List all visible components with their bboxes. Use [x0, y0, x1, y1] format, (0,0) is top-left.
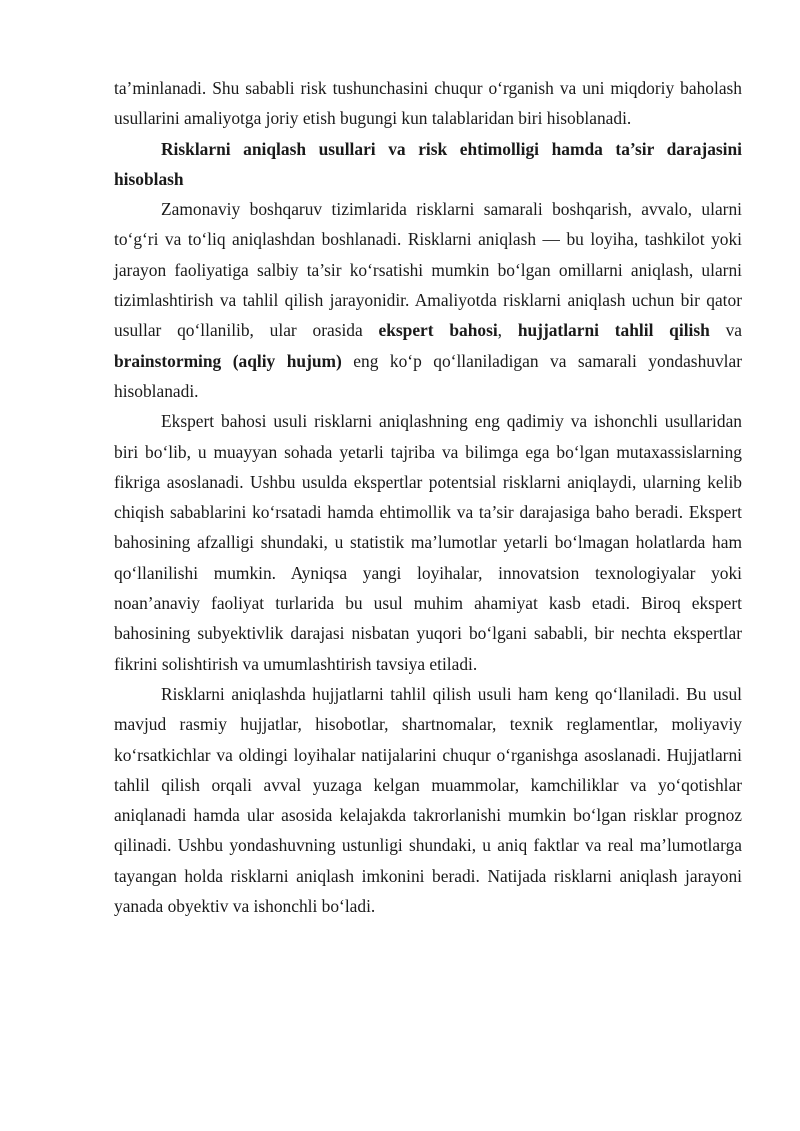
document-page	[114, 73, 742, 921]
paragraph-document-analysis: Risklarni aniqlashda hujjatlarni tahlil qilish usuli ham keng qo‘llaniladi. Bu usul mavjud rasmiy hujjatlar, hisobotlar, shartnomalar, texnik reglamentlar, moliyaviy ko‘rsatkichlar va oldingi loyihalar natijalarini chuqur o‘rganishga asoslanadi. Hujjatlarni tahlil qilish orqali avval yuzaga kelgan muammolar, kamchiliklar va yo‘qotishlar aniqlanadi hamda ular asosida kelajakda takrorlanishi mumkin bo‘lgan risklar prognoz qilinadi. Ushbu yondashuvning ustunligi shundaki, u aniq faktlar va real ma’lumotlarga tayangan holda risklarni aniqlash imkonini beradi. Natijada risklarni aniqlash jarayoni yanada obyektiv va ishonchli bo‘ladi.	[114, 683, 742, 917]
paragraph-text-part: Zamonaviy boshqaruv tizimlarida risklarni samarali boshqarish, avvalo, ularni to‘g‘ri va to‘liq aniqlashdan boshlanadi. Risklarni aniqlash — bu loyiha, tashkilot yoki jarayon faoliyatiga salbiy ta’sir ko‘rsatishi mumkin bo‘lgan omillarni aniqlash, ularni tizimlashtirish va tahlil qilish jarayonidir. Amaliyotda risklarni aniqlash uchun bir qator usullar qo‘llanilib, ular orasida	[114, 199, 742, 341]
paragraph-expert-method: Ekspert bahosi usuli risklarni aniqlashning eng qadimiy va ishonchli usullaridan biri bo‘lib, u muayyan sohada yetarli tajriba va bilimga ega bo‘lgan mutaxassislarning fikriga asoslanadi. Ushbu usulda ekspertlar potentsial risklarni aniqlaydi, ularning kelib chiqish sabablarini ko‘rsatadi hamda ehtimollik va ta’sir darajasiga baho beradi. Ekspert bahosining afzalligi shundaki, u statistik ma’lumotlar yetarli bo‘lmagan holatlarda ham qo‘llanilishi mumkin. Ayniqsa yangi loyihalar, innovatsion texnologiyalar yoki noan’anaviy faoliyat turlarida bu usul muhim ahamiyat kasb etadi. Biroq ekspert bahosining subyektivlik darajasi nisbatan yuqori bo‘lgani sababli, bir nechta ekspertlar fikrini solishtirish va umumlashtirish tavsiya etiladi.	[114, 411, 742, 674]
section-heading: Risklarni aniqlash usullari va risk ehtimolligi hamda ta’sir darajasini hisoblash	[114, 138, 742, 189]
bold-term-documents: hujjatlarni tahlil qilish	[517, 320, 710, 341]
bold-term-expert: ekspert bahosi	[378, 320, 498, 341]
paragraph-continuation: ta’minlanadi. Shu sababli risk tushunchasini chuqur o‘rganish va uni miqdoriy baholash usullarini amaliyotga joriy etish bugungi kun talablaridan biri hisoblanadi.	[114, 78, 742, 129]
bold-term-brainstorming: brainstorming (aqliy hujum)	[114, 350, 342, 371]
separator-text: ,	[497, 320, 518, 341]
separator-text: va	[709, 320, 742, 341]
paragraph-intro-methods	[114, 194, 742, 406]
paragraph-text-part: eng ko‘p qo‘llaniladigan va samarali yondashuvlar hisoblanadi.	[114, 350, 743, 401]
